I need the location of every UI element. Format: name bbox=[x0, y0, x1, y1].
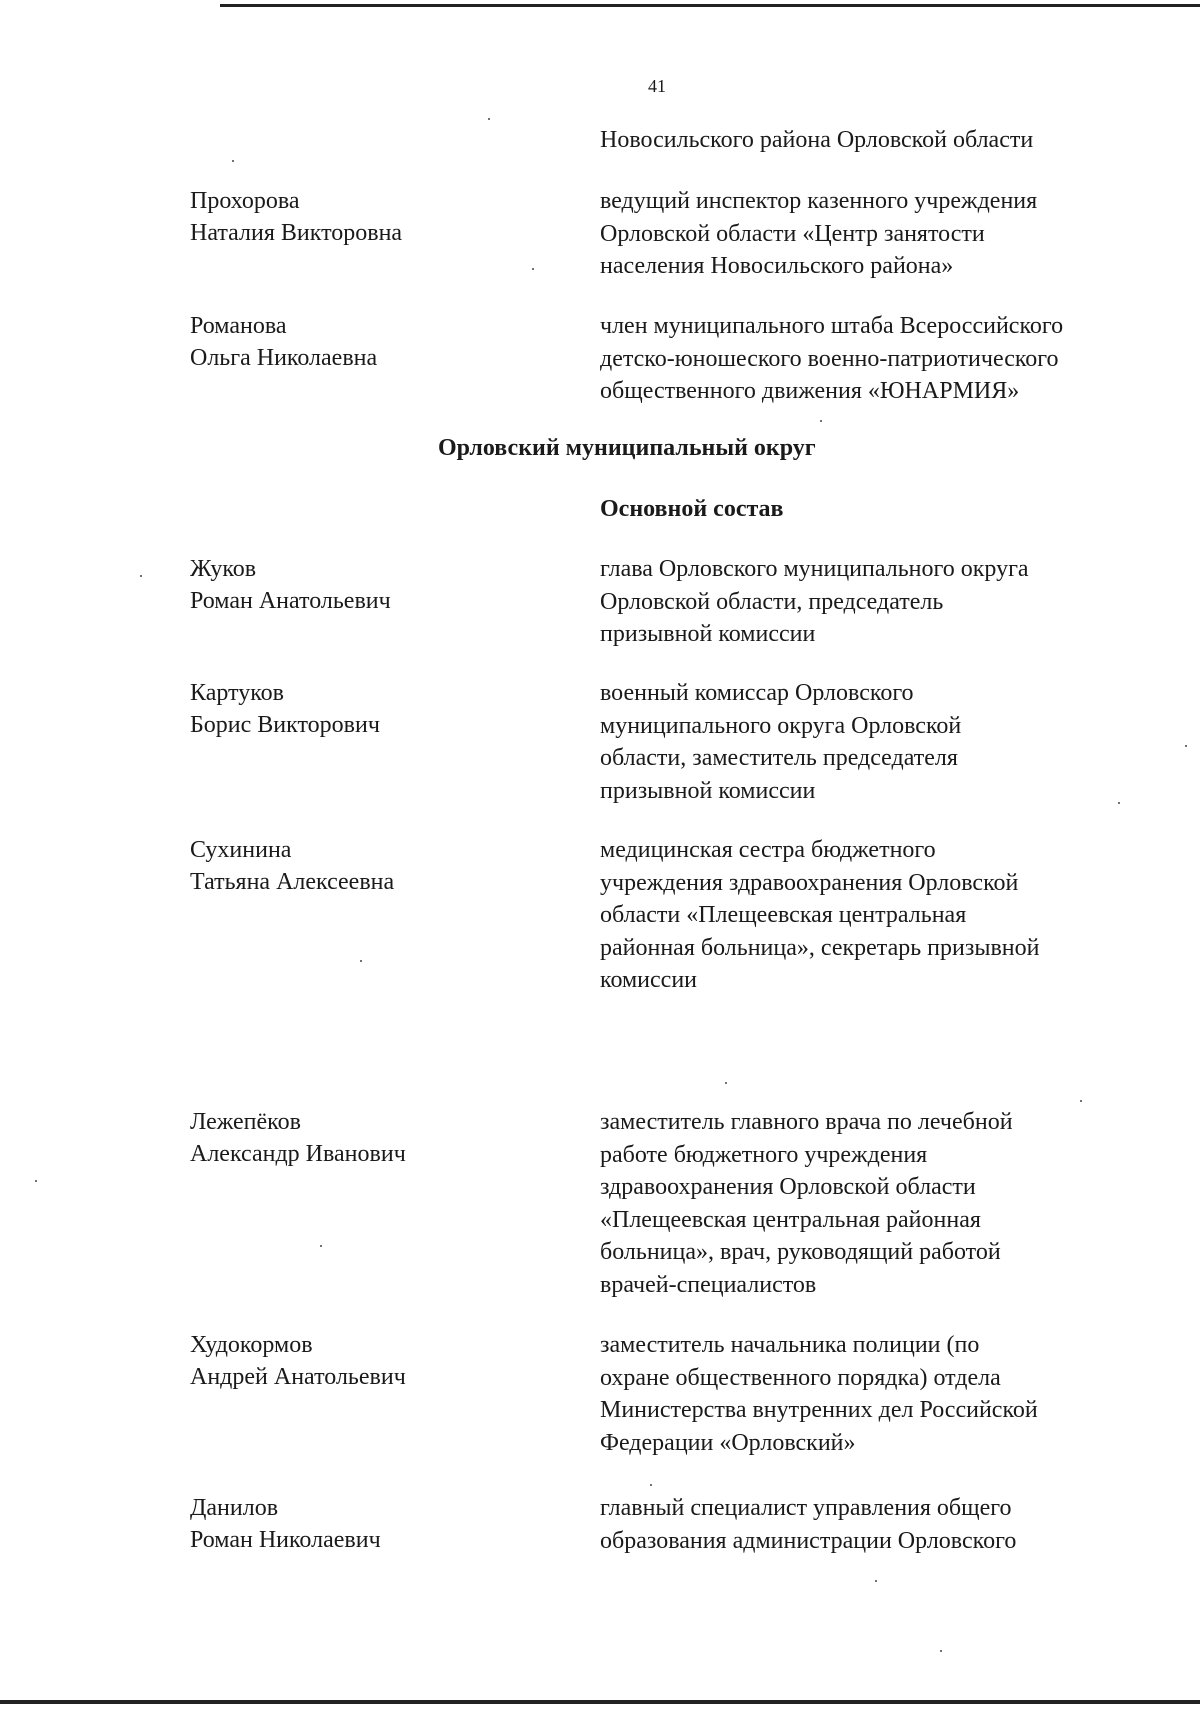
position-line: призывной комиссии bbox=[600, 777, 816, 804]
scan-speck bbox=[940, 1650, 942, 1652]
page-number: 41 bbox=[648, 76, 666, 96]
member-given-name: Борис Викторович bbox=[190, 712, 380, 738]
member-given-name: Андрей Анатольевич bbox=[190, 1364, 406, 1390]
position-line: Орловской области, председатель bbox=[600, 588, 944, 615]
position-line: больница», врач, руководящий работой bbox=[600, 1239, 1001, 1265]
position-line: главный специалист управления общего bbox=[600, 1495, 1012, 1521]
scan-speck bbox=[35, 1180, 37, 1182]
subsection-heading: Основной состав bbox=[600, 496, 784, 522]
position-line: медицинская сестра бюджетного bbox=[600, 837, 936, 863]
member-given-name: Татьяна Алексеевна bbox=[190, 869, 395, 895]
position-line: области «Плещеевская центральная bbox=[600, 902, 967, 928]
member-position bbox=[600, 553, 1160, 651]
member-given-name: Ольга Николаевна bbox=[190, 345, 378, 371]
position-line: Орловской области «Центр занятости bbox=[600, 220, 985, 247]
position-line: образования администрации Орловского bbox=[600, 1527, 1017, 1554]
scan-speck bbox=[488, 118, 490, 120]
member-given-name: Наталия Викторовна bbox=[190, 220, 403, 246]
position-line: военный комиссар Орловского bbox=[600, 680, 914, 706]
scan-speck bbox=[140, 575, 142, 577]
position-line: заместитель начальника полиции (по bbox=[600, 1332, 980, 1358]
scan-speck bbox=[725, 1082, 727, 1084]
position-line: «Плещеевская центральная районная bbox=[600, 1206, 981, 1233]
position-line: Федерации «Орловский» bbox=[600, 1429, 856, 1456]
member-name bbox=[190, 1329, 550, 1393]
member-surname: Сухинина bbox=[190, 837, 292, 863]
member-name bbox=[190, 1106, 550, 1170]
member-surname: Прохорова bbox=[190, 188, 300, 214]
member-given-name: Александр Иванович bbox=[190, 1141, 406, 1167]
member-position bbox=[600, 1106, 1160, 1301]
member-name bbox=[190, 1492, 550, 1556]
position-line: охране общественного порядка) отдела bbox=[600, 1364, 1001, 1391]
member-position bbox=[600, 310, 1160, 408]
member-name bbox=[190, 834, 550, 898]
member-surname: Жуков bbox=[190, 556, 257, 582]
scan-speck bbox=[650, 1484, 652, 1486]
member-position bbox=[600, 1329, 1160, 1459]
position-line: призывной комиссии bbox=[600, 621, 816, 647]
scan-speck bbox=[360, 960, 362, 962]
member-given-name: Роман Анатольевич bbox=[190, 588, 391, 614]
member-surname: Данилов bbox=[190, 1495, 279, 1521]
position-line: муниципального округа Орловской bbox=[600, 712, 962, 739]
scan-speck bbox=[1080, 1100, 1082, 1102]
top-scan-border bbox=[220, 4, 1200, 7]
member-name bbox=[190, 677, 550, 741]
scan-speck bbox=[875, 1580, 877, 1582]
member-position bbox=[600, 185, 1160, 283]
scan-speck bbox=[820, 420, 822, 422]
scan-speck bbox=[532, 268, 534, 270]
position-line: глава Орловского муниципального округа bbox=[600, 556, 1029, 582]
position-line: врачей-специалистов bbox=[600, 1271, 817, 1298]
position-line: комиссии bbox=[600, 967, 698, 993]
member-given-name: Роман Николаевич bbox=[190, 1527, 381, 1553]
position-line: общественного движения «ЮНАРМИЯ» bbox=[600, 378, 1020, 404]
position-line: член муниципального штаба Всероссийского bbox=[600, 313, 1064, 339]
position-line: учреждения здравоохранения Орловской bbox=[600, 869, 1019, 896]
scan-speck bbox=[1118, 802, 1120, 804]
scan-speck bbox=[1185, 745, 1187, 747]
position-line: Министерства внутренних дел Российской bbox=[600, 1397, 1038, 1423]
position-line: области, заместитель председателя bbox=[600, 745, 958, 771]
member-position bbox=[600, 1492, 1160, 1557]
member-surname: Картуков bbox=[190, 680, 284, 706]
position-line: населения Новосильского района» bbox=[600, 253, 954, 279]
position-line: заместитель главного врача по лечебной bbox=[600, 1109, 1013, 1135]
member-name bbox=[190, 185, 550, 249]
member-surname: Лежепёков bbox=[190, 1109, 301, 1135]
scan-speck bbox=[232, 160, 234, 162]
position-line: здравоохранения Орловской области bbox=[600, 1174, 976, 1200]
scan-speck bbox=[320, 1245, 322, 1247]
member-position bbox=[600, 677, 1160, 807]
section-heading: Орловский муниципальный округ bbox=[438, 435, 816, 461]
member-surname: Худокормов bbox=[190, 1332, 313, 1358]
bottom-scan-border bbox=[0, 1700, 1200, 1704]
position-line: ведущий инспектор казенного учреждения bbox=[600, 188, 1038, 214]
member-surname: Романова bbox=[190, 313, 287, 339]
position-line: детско-юношеского военно-патриотического bbox=[600, 345, 1059, 372]
position-line: районная больница», секретарь призывной bbox=[600, 934, 1040, 961]
continuation-text: Новосильского района Орловской области bbox=[600, 127, 1034, 153]
member-name bbox=[190, 310, 550, 374]
member-name bbox=[190, 553, 550, 617]
member-position bbox=[600, 834, 1160, 997]
position-line: работе бюджетного учреждения bbox=[600, 1141, 928, 1168]
